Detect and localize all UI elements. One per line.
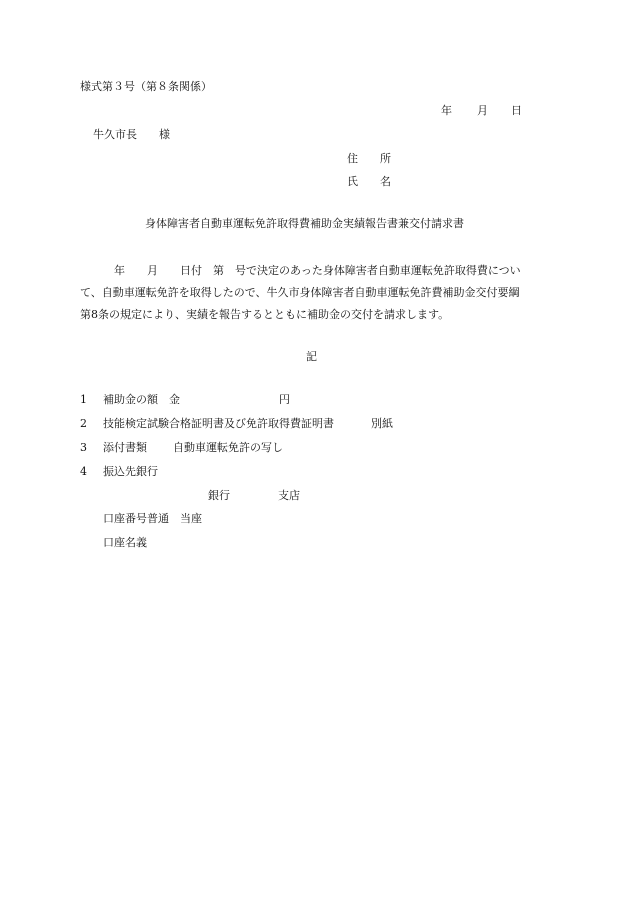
item-4-number: 4 — [80, 465, 87, 478]
item-3-suffix: 自動車運転免許の写し — [173, 441, 283, 454]
item-2-label: 技能検定試験合格証明書及び免許取得費証明書 — [103, 417, 334, 430]
item-2-suffix: 別紙 — [371, 417, 393, 430]
date-day-label: 日 — [511, 104, 522, 117]
branch-label: 支店 — [278, 489, 300, 502]
ki-heading: 記 — [306, 350, 317, 363]
item-2-number: 2 — [80, 417, 87, 430]
document-title: 身体障害者自動車運転免許取得費補助金実績報告書兼交付請求書 — [145, 217, 464, 230]
item-3-number: 3 — [80, 441, 87, 454]
item-3-label: 添付書類 — [103, 441, 147, 454]
account-number-label: 口座番号普通 当座 — [103, 512, 202, 525]
item-1-label: 補助金の額 金 — [103, 393, 180, 406]
body-line-2: て、自動車運転免許を取得したので、牛久市身体障害者自動車運転免許費補助金交付要綱 — [80, 286, 520, 299]
date-month-label: 月 — [477, 104, 488, 117]
form-label: 様式第３号（第８条関係） — [80, 80, 212, 93]
body-line-3: 第8条の規定により、実績を報告するとともに補助金の交付を請求します。 — [80, 308, 450, 321]
item-1-suffix: 円 — [279, 393, 290, 406]
item-4-label: 振込先銀行 — [103, 465, 158, 478]
item-1-number: 1 — [80, 393, 87, 406]
address-label: 住 所 — [347, 152, 391, 165]
account-name-label: 口座名義 — [103, 536, 147, 549]
name-label: 氏 名 — [347, 175, 391, 188]
date-year-label: 年 — [441, 104, 452, 117]
addressee: 牛久市長 様 — [93, 128, 170, 141]
bank-label: 銀行 — [208, 489, 230, 502]
body-line-1: 年 月 日付 第 号で決定のあった身体障害者自動車運転免許取得費につい — [114, 264, 521, 277]
